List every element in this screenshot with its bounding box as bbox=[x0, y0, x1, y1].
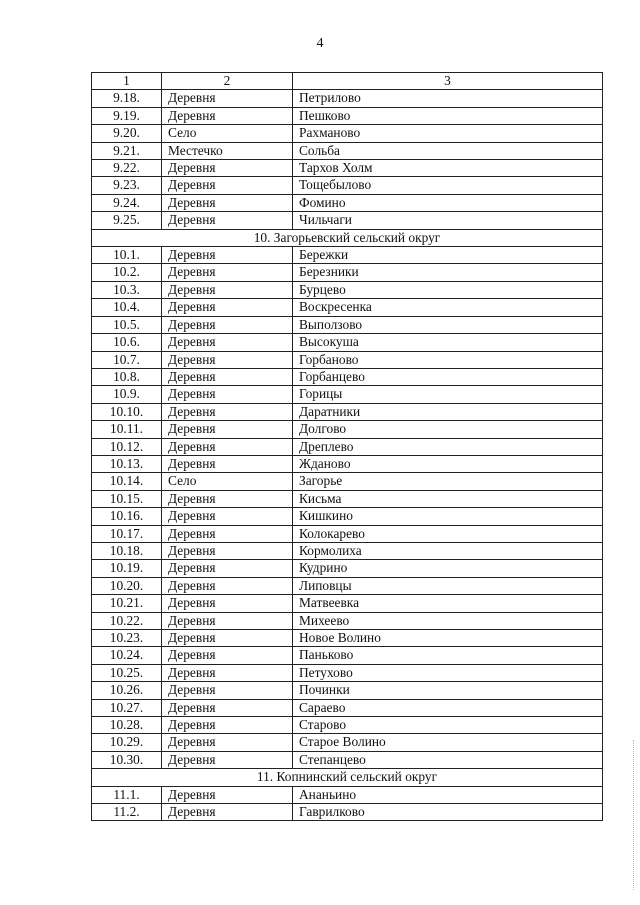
settlement-type: Деревня bbox=[162, 786, 293, 803]
settlement-name: Высокуша bbox=[293, 334, 603, 351]
table-row bbox=[92, 612, 603, 629]
row-number: 10.12. bbox=[92, 438, 162, 455]
table-row bbox=[92, 107, 603, 124]
row-number: 10.9. bbox=[92, 386, 162, 403]
column-header-type: 2 bbox=[162, 73, 293, 90]
settlement-type: Деревня bbox=[162, 334, 293, 351]
settlement-name: Долгово bbox=[293, 421, 603, 438]
settlement-name: Тархов Холм bbox=[293, 160, 603, 177]
settlement-name: Старово bbox=[293, 717, 603, 734]
table-row bbox=[92, 316, 603, 333]
row-number: 10.13. bbox=[92, 455, 162, 472]
row-number: 10.4. bbox=[92, 299, 162, 316]
table-row bbox=[92, 194, 603, 211]
row-number: 10.17. bbox=[92, 525, 162, 542]
table-row bbox=[92, 177, 603, 194]
table-row bbox=[92, 473, 603, 490]
settlement-name: Починки bbox=[293, 682, 603, 699]
table-row bbox=[92, 647, 603, 664]
settlement-type: Деревня bbox=[162, 630, 293, 647]
table-row bbox=[92, 786, 603, 803]
settlement-name: Бережки bbox=[293, 247, 603, 264]
settlement-name: Петухово bbox=[293, 664, 603, 681]
settlement-type: Деревня bbox=[162, 647, 293, 664]
settlement-type: Деревня bbox=[162, 368, 293, 385]
settlement-name: Матвеевка bbox=[293, 595, 603, 612]
row-number: 10.14. bbox=[92, 473, 162, 490]
settlement-name: Фомино bbox=[293, 194, 603, 211]
section-header-row bbox=[92, 229, 603, 246]
row-number: 10.22. bbox=[92, 612, 162, 629]
settlement-type: Деревня bbox=[162, 664, 293, 681]
settlement-name: Чильчаги bbox=[293, 212, 603, 229]
settlement-name: Пешково bbox=[293, 107, 603, 124]
settlement-name: Воскресенка bbox=[293, 299, 603, 316]
settlement-type: Деревня bbox=[162, 682, 293, 699]
row-number: 10.24. bbox=[92, 647, 162, 664]
row-number: 11.2. bbox=[92, 804, 162, 821]
settlement-type: Деревня bbox=[162, 455, 293, 472]
table-header-row bbox=[92, 73, 603, 90]
settlement-type: Деревня bbox=[162, 542, 293, 559]
settlement-type: Деревня bbox=[162, 403, 293, 420]
table-row bbox=[92, 247, 603, 264]
settlement-type: Деревня bbox=[162, 421, 293, 438]
table-row bbox=[92, 682, 603, 699]
settlement-name: Бурцево bbox=[293, 281, 603, 298]
table-row bbox=[92, 699, 603, 716]
row-number: 10.25. bbox=[92, 664, 162, 681]
column-header-name: 3 bbox=[293, 73, 603, 90]
row-number: 10.8. bbox=[92, 368, 162, 385]
settlement-type: Деревня bbox=[162, 160, 293, 177]
settlement-name: Рахманово bbox=[293, 125, 603, 142]
row-number: 10.6. bbox=[92, 334, 162, 351]
settlement-name: Петрилово bbox=[293, 90, 603, 107]
settlement-name: Горицы bbox=[293, 386, 603, 403]
table-row bbox=[92, 525, 603, 542]
table-row bbox=[92, 508, 603, 525]
settlement-type: Деревня bbox=[162, 804, 293, 821]
row-number: 10.15. bbox=[92, 490, 162, 507]
table-row bbox=[92, 334, 603, 351]
settlement-name: Загорье bbox=[293, 473, 603, 490]
settlement-name: Кормолиха bbox=[293, 542, 603, 559]
settlement-type: Деревня bbox=[162, 247, 293, 264]
settlement-type: Деревня bbox=[162, 717, 293, 734]
table-row bbox=[92, 403, 603, 420]
row-number: 10.2. bbox=[92, 264, 162, 281]
table-row bbox=[92, 804, 603, 821]
settlement-name: Степанцево bbox=[293, 751, 603, 768]
settlement-name: Старое Волино bbox=[293, 734, 603, 751]
row-number: 10.3. bbox=[92, 281, 162, 298]
settlement-type: Деревня bbox=[162, 316, 293, 333]
settlement-type: Деревня bbox=[162, 107, 293, 124]
settlement-name: Михеево bbox=[293, 612, 603, 629]
settlement-type: Деревня bbox=[162, 560, 293, 577]
settlement-type: Деревня bbox=[162, 194, 293, 211]
row-number: 9.22. bbox=[92, 160, 162, 177]
table-row bbox=[92, 751, 603, 768]
table-row bbox=[92, 264, 603, 281]
settlement-type: Деревня bbox=[162, 299, 293, 316]
table-row bbox=[92, 717, 603, 734]
table-row bbox=[92, 438, 603, 455]
settlement-name: Липовцы bbox=[293, 577, 603, 594]
settlement-type: Село bbox=[162, 125, 293, 142]
table-row bbox=[92, 212, 603, 229]
settlement-name: Ананьино bbox=[293, 786, 603, 803]
table-row bbox=[92, 490, 603, 507]
row-number: 10.29. bbox=[92, 734, 162, 751]
row-number: 10.27. bbox=[92, 699, 162, 716]
row-number: 10.1. bbox=[92, 247, 162, 264]
table-row bbox=[92, 664, 603, 681]
table-row bbox=[92, 351, 603, 368]
settlement-type: Деревня bbox=[162, 177, 293, 194]
settlement-name: Кисьма bbox=[293, 490, 603, 507]
settlement-name: Дреплево bbox=[293, 438, 603, 455]
table-row bbox=[92, 421, 603, 438]
table-row bbox=[92, 734, 603, 751]
table-row bbox=[92, 299, 603, 316]
settlements-table bbox=[91, 72, 603, 821]
page-number: 4 bbox=[316, 36, 324, 51]
row-number: 10.18. bbox=[92, 542, 162, 559]
settlement-name: Новое Волино bbox=[293, 630, 603, 647]
row-number: 9.21. bbox=[92, 142, 162, 159]
settlement-type: Деревня bbox=[162, 490, 293, 507]
settlement-type: Деревня bbox=[162, 264, 293, 281]
table-row bbox=[92, 630, 603, 647]
settlement-type: Деревня bbox=[162, 90, 293, 107]
settlement-name: Кудрино bbox=[293, 560, 603, 577]
settlement-name: Сольба bbox=[293, 142, 603, 159]
column-header-number: 1 bbox=[92, 73, 162, 90]
row-number: 9.23. bbox=[92, 177, 162, 194]
settlement-name: Горбанцево bbox=[293, 368, 603, 385]
row-number: 11.1. bbox=[92, 786, 162, 803]
settlement-type: Деревня bbox=[162, 212, 293, 229]
section-header-row bbox=[92, 769, 603, 786]
row-number: 9.25. bbox=[92, 212, 162, 229]
settlement-name: Даратники bbox=[293, 403, 603, 420]
table-row bbox=[92, 386, 603, 403]
settlement-type: Деревня bbox=[162, 386, 293, 403]
row-number: 9.20. bbox=[92, 125, 162, 142]
row-number: 10.20. bbox=[92, 577, 162, 594]
settlement-name: Березники bbox=[293, 264, 603, 281]
settlement-type: Деревня bbox=[162, 699, 293, 716]
settlement-type: Деревня bbox=[162, 438, 293, 455]
settlement-type: Деревня bbox=[162, 351, 293, 368]
table-row bbox=[92, 90, 603, 107]
settlement-type: Деревня bbox=[162, 525, 293, 542]
settlement-type: Село bbox=[162, 473, 293, 490]
table-row bbox=[92, 560, 603, 577]
settlement-name: Гаврилково bbox=[293, 804, 603, 821]
settlement-name: Колокарево bbox=[293, 525, 603, 542]
settlement-name: Тощебылово bbox=[293, 177, 603, 194]
settlement-name: Сараево bbox=[293, 699, 603, 716]
settlement-type: Деревня bbox=[162, 612, 293, 629]
row-number: 10.26. bbox=[92, 682, 162, 699]
table-row bbox=[92, 160, 603, 177]
settlement-type: Деревня bbox=[162, 508, 293, 525]
table-row bbox=[92, 368, 603, 385]
settlement-name: Горбаново bbox=[293, 351, 603, 368]
table-row bbox=[92, 577, 603, 594]
settlement-name: Выползово bbox=[293, 316, 603, 333]
settlement-name: Жданово bbox=[293, 455, 603, 472]
row-number: 10.19. bbox=[92, 560, 162, 577]
row-number: 10.11. bbox=[92, 421, 162, 438]
section-title: 10. Загорьевский сельский округ bbox=[92, 229, 603, 246]
row-number: 9.24. bbox=[92, 194, 162, 211]
table-row bbox=[92, 455, 603, 472]
row-number: 10.21. bbox=[92, 595, 162, 612]
row-number: 10.7. bbox=[92, 351, 162, 368]
row-number: 9.18. bbox=[92, 90, 162, 107]
table-row bbox=[92, 542, 603, 559]
row-number: 10.28. bbox=[92, 717, 162, 734]
row-number: 10.5. bbox=[92, 316, 162, 333]
settlement-type: Деревня bbox=[162, 734, 293, 751]
table-row bbox=[92, 281, 603, 298]
table-row bbox=[92, 142, 603, 159]
settlement-type: Деревня bbox=[162, 577, 293, 594]
table-row bbox=[92, 125, 603, 142]
settlement-name: Кишкино bbox=[293, 508, 603, 525]
settlement-name: Паньково bbox=[293, 647, 603, 664]
row-number: 10.23. bbox=[92, 630, 162, 647]
settlement-type: Деревня bbox=[162, 595, 293, 612]
row-number: 10.30. bbox=[92, 751, 162, 768]
table-row bbox=[92, 595, 603, 612]
settlement-type: Местечко bbox=[162, 142, 293, 159]
settlement-type: Деревня bbox=[162, 751, 293, 768]
scan-margin-marks bbox=[627, 740, 634, 890]
section-title: 11. Копнинский сельский округ bbox=[92, 769, 603, 786]
row-number: 10.10. bbox=[92, 403, 162, 420]
settlement-type: Деревня bbox=[162, 281, 293, 298]
row-number: 9.19. bbox=[92, 107, 162, 124]
row-number: 10.16. bbox=[92, 508, 162, 525]
table-body bbox=[92, 73, 603, 821]
